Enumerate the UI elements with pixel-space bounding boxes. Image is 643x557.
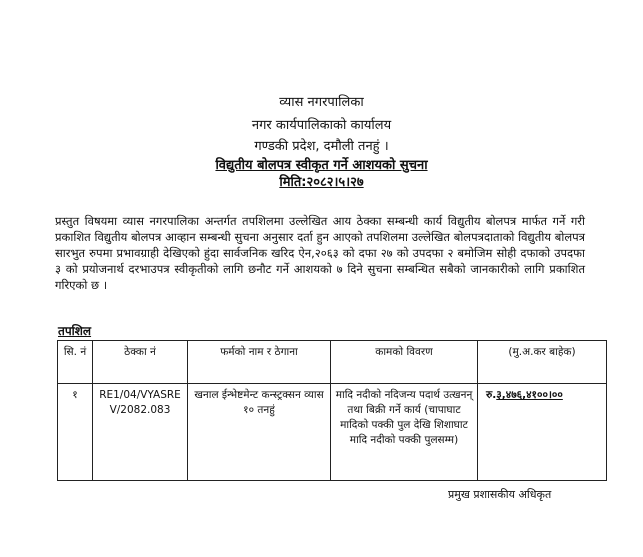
signature-title: प्रमुख प्रशासकीय अधिकृत: [448, 488, 552, 501]
details-label: तपशिल: [58, 324, 92, 338]
office-name: नगर कार्यपालिकाको कार्यालय: [251, 118, 392, 133]
amount-value: ३,४७६,४१००।००: [496, 389, 563, 401]
col-header-firm: फर्मको नाम र ठेगाना: [188, 341, 331, 384]
municipality-name: व्यास नगरपालिका: [279, 95, 364, 110]
col-header-contract: ठेक्का नं: [93, 341, 188, 384]
table-row: [58, 384, 607, 481]
notice-title: विद्युतीय बोलपत्र स्वीकृत गर्ने आशयको सुचना: [215, 158, 428, 173]
cell-description: मादि नदीको नदिजन्य पदार्थ उत्खनन् तथा बिक्री गर्ने कार्य (चापाघाट मादिको पक्की पुल देखि शिशाघाट मादि नदीको पक्की पुलसम्म): [331, 384, 478, 481]
details-table: [57, 340, 607, 481]
cell-firm: खनाल ईन्भेष्टमेन्ट कन्स्ट्रक्सन व्यास १० तनहुं: [188, 384, 331, 481]
col-header-amount: (मु.अ.कर बाहेक): [478, 341, 607, 384]
col-header-sn: सि. नं: [58, 341, 93, 384]
cell-amount: [478, 384, 607, 481]
notice-date: मिति:२०८२।५।२७: [279, 175, 364, 190]
amount-prefix: रु.: [486, 389, 497, 401]
notice-body: प्रस्तुत विषयमा व्यास नगरपालिका अन्तर्गत तपशिलमा उल्लेखित आय ठेक्का सम्बन्धी कार्य विद्युतीय बोलपत्र मार्फत गर्ने गरी प्रकाशित विद्युतीय बोलपत्र आव्हान सम्बन्धी सुचना अनुसार दर्ता हुन आएको तपशिलमा उल्लेखित बोलपत्रदाताको विद्युतीय बोलपत्र सारभुत रुपमा प्रभावग्राही देखिएको हुंदा सार्वजनिक खरिद ऐन,२०६३ को दफा २७ को उपदफा २ बमोजिम सोही दफाको उपदफा ३ को प्रयोजनार्थ दरभाउपत्र स्वीकृतीको लागि छनौट गर्ने आशयको ७ दिने सुचना सम्बन्धित सबैको जानकारीको लागि प्रकाशित गरिएको छ ।: [55, 214, 585, 292]
cell-sn: १: [58, 384, 93, 481]
office-address: गण्डकी प्रदेश, दमौली तनहुं ।: [254, 139, 389, 154]
table-header-row: [58, 341, 607, 384]
cell-contract-no: RE1/04/VYASREV/2082.083: [93, 384, 188, 481]
col-header-description: कामको विवरण: [331, 341, 478, 384]
